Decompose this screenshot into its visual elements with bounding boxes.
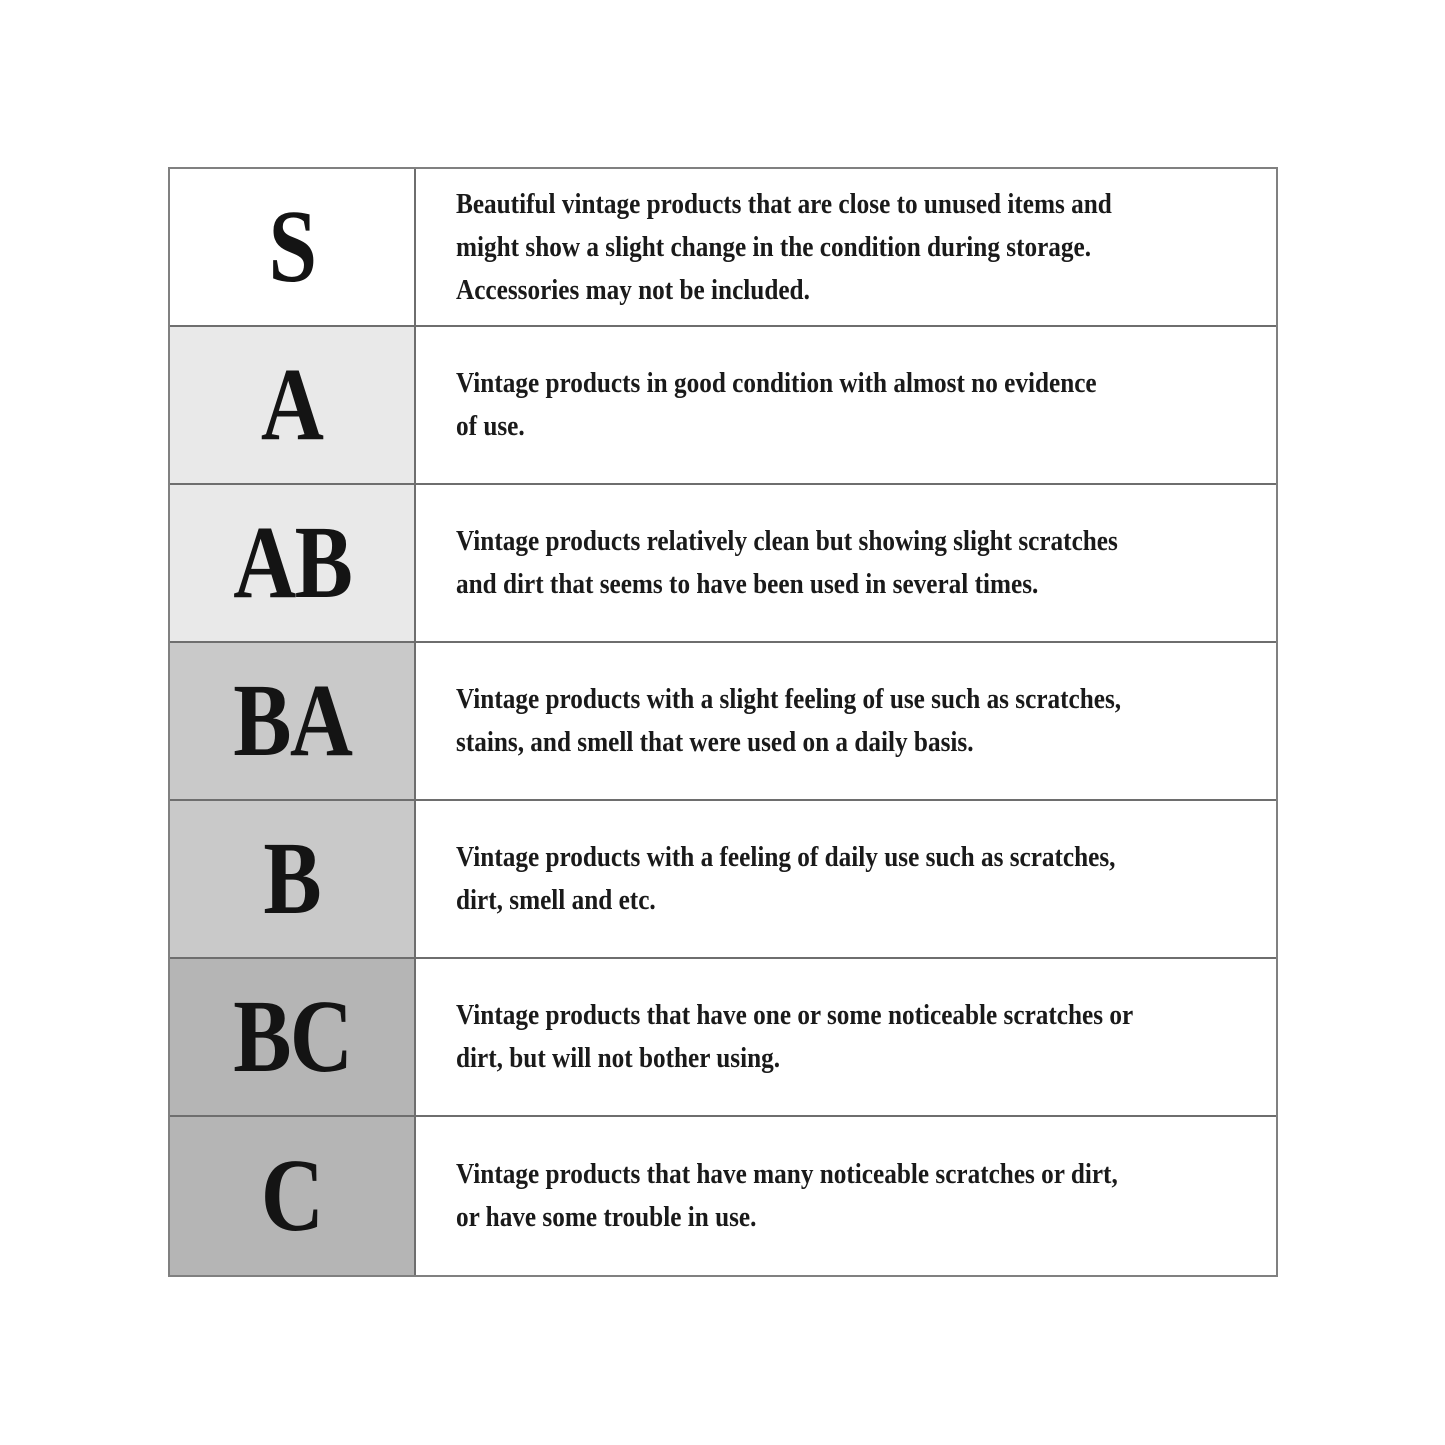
grade-row-b <box>170 801 1276 959</box>
grade-row-s <box>170 169 1276 327</box>
grade-cell-bc <box>170 959 416 1115</box>
grade-letter-ba: BA <box>232 663 351 778</box>
grade-letter-ab: AB <box>232 505 351 620</box>
description-line: Vintage products relatively clean but showing slight scratches <box>456 525 1118 557</box>
description-line: and dirt that seems to have been used in several times. <box>456 568 1039 600</box>
grade-cell-ba <box>170 643 416 799</box>
grade-letter-c: C <box>261 1138 323 1253</box>
description-line: Vintage products in good condition with almost no evidence <box>456 367 1097 399</box>
grade-description-cell-a <box>416 327 1276 483</box>
description-line: Vintage products with a feeling of daily use such as scratches, <box>456 841 1116 873</box>
grade-description-cell-b <box>416 801 1276 957</box>
grade-description-cell-c <box>416 1117 1276 1275</box>
grade-cell-c <box>170 1117 416 1275</box>
condition-grade-table <box>168 167 1278 1277</box>
grade-row-ba <box>170 643 1276 801</box>
description-line: dirt, smell and etc. <box>456 884 656 916</box>
grade-description-cell-bc <box>416 959 1276 1115</box>
description-line: might show a slight change in the condition during storage. <box>456 230 1092 263</box>
grade-letter-a: A <box>261 347 323 462</box>
grade-letter-s: S <box>268 189 316 304</box>
grade-letter-b: B <box>263 821 321 936</box>
grade-cell-ab <box>170 485 416 641</box>
grade-row-bc <box>170 959 1276 1117</box>
description-line: of use. <box>456 410 525 442</box>
description-line: Vintage products that have one or some noticeable scratches or <box>456 999 1134 1031</box>
description-line: or have some trouble in use. <box>456 1201 757 1233</box>
description-line: stains, and smell that were used on a daily basis. <box>456 726 974 758</box>
grade-letter-bc: BC <box>232 979 351 1094</box>
grade-description-cell-ab <box>416 485 1276 641</box>
grade-row-c <box>170 1117 1276 1275</box>
grade-description-cell-ba <box>416 643 1276 799</box>
grade-cell-s <box>170 169 416 325</box>
description-line: Beautiful vintage products that are close to unused items and <box>456 187 1112 220</box>
description-line: dirt, but will not bother using. <box>456 1042 781 1074</box>
description-line: Vintage products with a slight feeling of use such as scratches, <box>456 683 1122 715</box>
description-line: Accessories may not be included. <box>456 273 810 306</box>
grade-row-a <box>170 327 1276 485</box>
grade-description-cell-s <box>416 169 1276 325</box>
grade-cell-b <box>170 801 416 957</box>
grade-row-ab <box>170 485 1276 643</box>
description-line: Vintage products that have many noticeable scratches or dirt, <box>456 1158 1118 1190</box>
grade-cell-a <box>170 327 416 483</box>
